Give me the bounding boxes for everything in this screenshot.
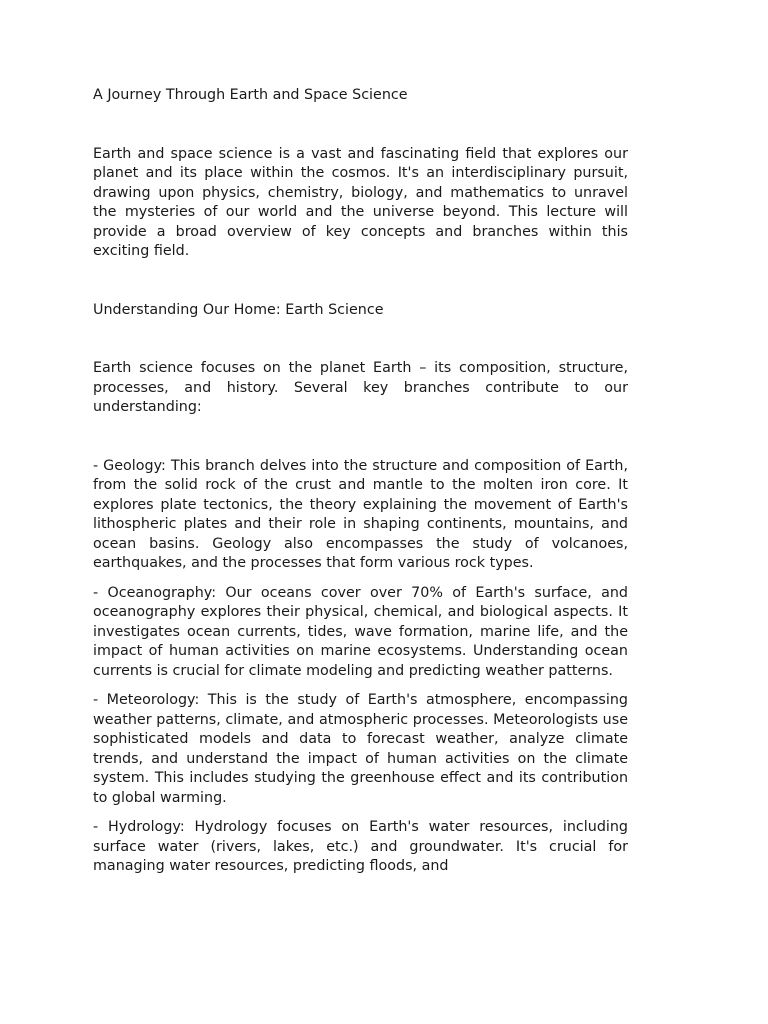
document-title: A Journey Through Earth and Space Science <box>93 87 408 103</box>
branch-geology: - Geology: This branch delves into the structure and composition of Earth, from the solid rock of the crust and mantle to the molten iron core. It explores plate tectonics, the theory explaining the movement of Earth's lithospheric plates and their role in shaping continents, mountains, and ocean basins. Geology also encompasses the study of volcanoes, earthquakes, and the processes that form various rock types. <box>93 457 628 571</box>
branch-hydrology: - Hydrology: Hydrology focuses on Earth's water resources, including surface water (rivers, lakes, etc.) and groundwater. It's crucial for managing water resources, predicting floods, and <box>93 819 628 874</box>
branch-meteorology: - Meteorology: This is the study of Earth's atmosphere, encompassing weather patterns, climate, and atmospheric processes. Meteorologists use sophisticated models and data to forecast weather, analyze climate trends, and understand the impact of human activities on the climate system. This includes studying the greenhouse effect and its contribution to global warming. <box>93 692 628 806</box>
intro-paragraph: Earth and space science is a vast and fascinating field that explores our planet and its place within the cosmos. It's an interdisciplinary pursuit, drawing upon physics, chemistry, biology, and mathematics to unravel the mysteries of our world and the universe beyond. This lecture will provide a broad overview of key concepts and branches within this exciting field. <box>93 145 628 259</box>
branch-oceanography: - Oceanography: Our oceans cover over 70% of Earth's surface, and oceanography explores their physical, chemical, and biological aspects. It investigates ocean currents, tides, wave formation, marine life, and the impact of human activities on marine ecosystems. Understanding ocean currents is crucial for climate modeling and predicting weather patterns. <box>93 584 628 679</box>
branch-list <box>93 457 628 877</box>
section-heading: Understanding Our Home: Earth Science <box>93 301 384 318</box>
section-intro-paragraph: Earth science focuses on the planet Earth – its composition, structure, processes, and history. Several key branches contribute to our understanding: <box>93 360 628 415</box>
document-page <box>93 86 628 887</box>
